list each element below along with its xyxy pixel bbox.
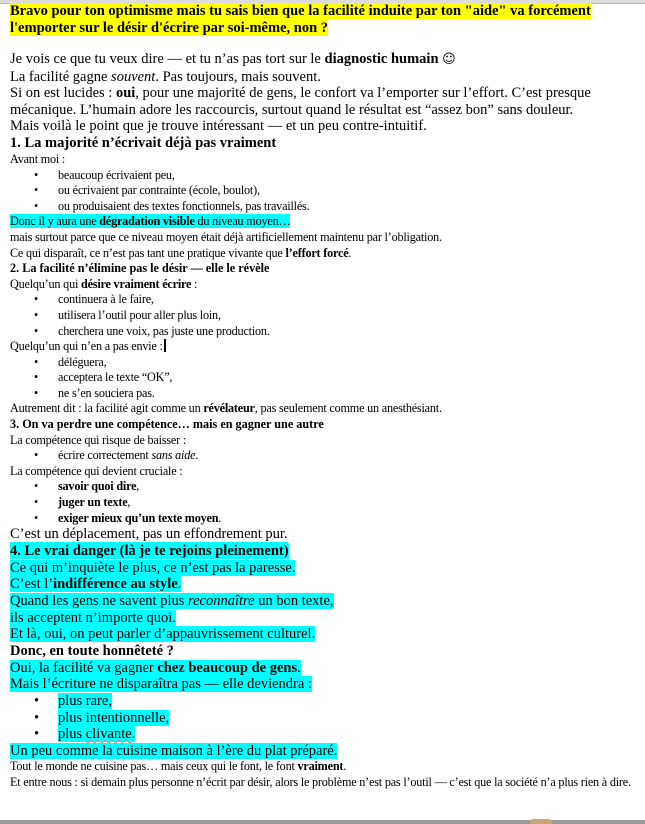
text: plus xyxy=(58,726,86,743)
text: . xyxy=(131,726,136,743)
list-item: • déléguera, xyxy=(10,355,640,371)
section-4-line-1 xyxy=(10,560,640,577)
final-heading: Donc, en toute honnêteté ? xyxy=(10,642,174,659)
intro-line-1 xyxy=(10,51,640,69)
list-item: • ne s’en souciera pas. xyxy=(10,386,640,402)
section-2-heading: 2. La facilité n’élimine pas le désir — elle le révèle xyxy=(10,261,270,276)
section-4-line-5 xyxy=(10,626,640,643)
italic-text: sans aide xyxy=(151,448,196,463)
final-line-5: Et entre nous : si demain plus personne n’écrit par désir, alors le problème n’est pas l’outil — c’est que la société n’a plus rien à dire. xyxy=(10,774,631,789)
list-item xyxy=(10,479,640,495)
text: Quand les gens ne savent plus xyxy=(10,593,188,609)
bold-text: savoir quoi dire xyxy=(58,479,137,494)
text: Quelqu’un qui n’en a pas envie : xyxy=(10,339,163,354)
text: Et là, oui, on peut parler d’appauvrissement culturel. xyxy=(10,626,316,643)
bold-text: oui xyxy=(115,85,136,102)
section-3-lead-1: La compétence qui risque de baisser : xyxy=(10,432,187,447)
spellcheck-word: clivante xyxy=(85,726,132,743)
section-3-conclusion xyxy=(10,526,640,543)
text: . xyxy=(177,576,182,593)
section-2-lead-1 xyxy=(10,277,640,293)
text: Oui, la facilité va gagner xyxy=(10,659,158,676)
text: , pas seulement comme un anesthésiant. xyxy=(254,401,442,416)
bold-text: exiger mieux qu’un texte moyen xyxy=(58,510,219,525)
section-1-para-1: mais surtout parce que ce niveau moyen était déjà artificiellement maintenu par l’obligation. xyxy=(10,229,442,244)
text: Un peu comme la cuisine maison à l’ère du plat préparé. xyxy=(10,742,338,759)
final-line-1 xyxy=(10,660,640,677)
bold-text: juger un texte xyxy=(58,495,128,510)
final-list xyxy=(10,693,640,743)
section-2-list-1 xyxy=(10,292,640,339)
text: . xyxy=(297,659,301,676)
window-bottom-border xyxy=(0,820,645,824)
intro-line-3 xyxy=(10,85,640,118)
list-item xyxy=(10,448,640,464)
bold-text: vraiment xyxy=(297,759,344,774)
text: C’est l’ xyxy=(10,576,54,593)
section-3-list-2 xyxy=(10,479,640,526)
list-item xyxy=(10,710,640,727)
smiling-face-icon: ☺ xyxy=(442,52,456,67)
bold-text: dégradation visible xyxy=(99,214,195,229)
text: La facilité gagne xyxy=(10,68,112,85)
scroll-marker[interactable] xyxy=(530,819,552,824)
text: 4. Le vrai danger (là je te rejoins pleinement) xyxy=(10,542,289,559)
document-body[interactable] xyxy=(10,3,640,791)
text: : xyxy=(191,276,198,291)
list-item: • continuera à le faire, xyxy=(10,292,640,308)
section-1-highlight xyxy=(10,214,640,230)
section-1-heading: 1. La majorité n’écrivait déjà pas vraiment xyxy=(10,134,277,151)
text: plus intentionnelle, xyxy=(58,709,170,726)
text: . xyxy=(218,510,222,525)
list-item: • beaucoup écrivaient peu, xyxy=(10,168,640,184)
text: . xyxy=(348,245,352,260)
final-line-4 xyxy=(10,759,640,775)
text: , xyxy=(127,495,131,510)
italic-text: reconnaître xyxy=(188,593,255,609)
section-1-list xyxy=(10,168,640,215)
list-item: • cherchera une voix, pas juste une production. xyxy=(10,324,640,340)
text: du niveau moyen… xyxy=(194,214,291,229)
section-4-line-3 xyxy=(10,593,640,610)
section-4-heading xyxy=(10,543,640,560)
final-line-2 xyxy=(10,676,640,693)
section-2-lead-2 xyxy=(10,339,640,355)
text: Quelqu’un qui xyxy=(10,276,81,291)
section-3-heading: 3. On va perdre une compétence… mais en gagner une autre xyxy=(10,417,324,432)
bold-text: désire vraiment écrire xyxy=(81,276,192,291)
list-item xyxy=(10,495,640,511)
text: Mais l’écriture ne disparaîtra pas — elle deviendra : xyxy=(10,676,312,693)
text: Autrement dit : la facilité agit comme un xyxy=(10,401,204,416)
bold-text: indifférence au style xyxy=(53,576,178,593)
text: Ce qui disparaît, ce n’est pas tant une pratique vivante que xyxy=(10,245,286,260)
text: Si on est lucides : xyxy=(10,85,116,102)
bold-text: diagnostic humain xyxy=(324,51,439,67)
text: Ce qui m’inquiète le plus, ce n’est pas la paresse. xyxy=(10,559,296,576)
bold-text: l’effort forcé xyxy=(285,245,349,260)
intro-line-4: Mais voilà le point que je trouve intéressant — et un peu contre-intuitif. xyxy=(10,118,427,135)
bold-text: chez beaucoup de gens xyxy=(157,659,298,676)
text: , xyxy=(136,479,140,494)
section-1-lead: Avant moi : xyxy=(10,151,66,166)
text: un bon texte, xyxy=(254,593,334,609)
list-item xyxy=(10,693,640,710)
intro-line-2 xyxy=(10,69,640,86)
final-line-3 xyxy=(10,743,640,760)
text: Je vois ce que tu veux dire — et tu n’as pas tort sur le xyxy=(10,51,325,67)
text: . xyxy=(195,448,199,463)
section-2-conclusion xyxy=(10,401,640,417)
text: . xyxy=(343,759,347,774)
question-text: Bravo pour ton optimisme mais tu sais bien que la facilité induite par ton "aide" va forcément l'emporter sur le désir d'écrire par soi-même, non ? xyxy=(10,3,591,36)
text: Donc il y aura une xyxy=(10,214,100,229)
question-paragraph xyxy=(10,3,640,37)
list-item: • acceptera le texte “OK”, xyxy=(10,370,640,386)
text: Tout le monde ne cuisine pas… mais ceux qui le font, le font xyxy=(10,759,298,774)
text: . Pas toujours, mais souvent. xyxy=(155,68,321,85)
text: écrire correctement xyxy=(58,448,152,463)
list-item xyxy=(10,511,640,527)
section-4-line-4 xyxy=(10,610,640,627)
list-item: • ou écrivaient par contrainte (école, boulot), xyxy=(10,183,640,199)
text-cursor xyxy=(164,339,166,352)
text: ils acceptent n’importe quoi. xyxy=(10,609,176,626)
section-1-para-2 xyxy=(10,246,640,262)
list-item xyxy=(10,726,640,743)
italic-text: souvent xyxy=(111,68,156,85)
section-4-line-2 xyxy=(10,576,640,593)
section-3-lead-2: La compétence qui devient cruciale : xyxy=(10,463,183,478)
list-item: • utilisera l’outil pour aller plus loin, xyxy=(10,308,640,324)
section-3-list-1 xyxy=(10,448,640,464)
section-2-list-2 xyxy=(10,355,640,402)
bold-text: révélateur xyxy=(203,401,255,416)
text: plus rare, xyxy=(58,692,112,709)
text: , pour une majorité de gens, le confort va l’emporter sur l’effort. C’est presque mécanique. L’humain adore les raccourcis, surtout quand le résultat est “assez bon” sans douleur. xyxy=(10,85,591,118)
text: C’est un déplacement, pas un effondrement pur. xyxy=(10,526,288,543)
list-item: • ou produisaient des textes fonctionnels, pas travaillés. xyxy=(10,199,640,215)
